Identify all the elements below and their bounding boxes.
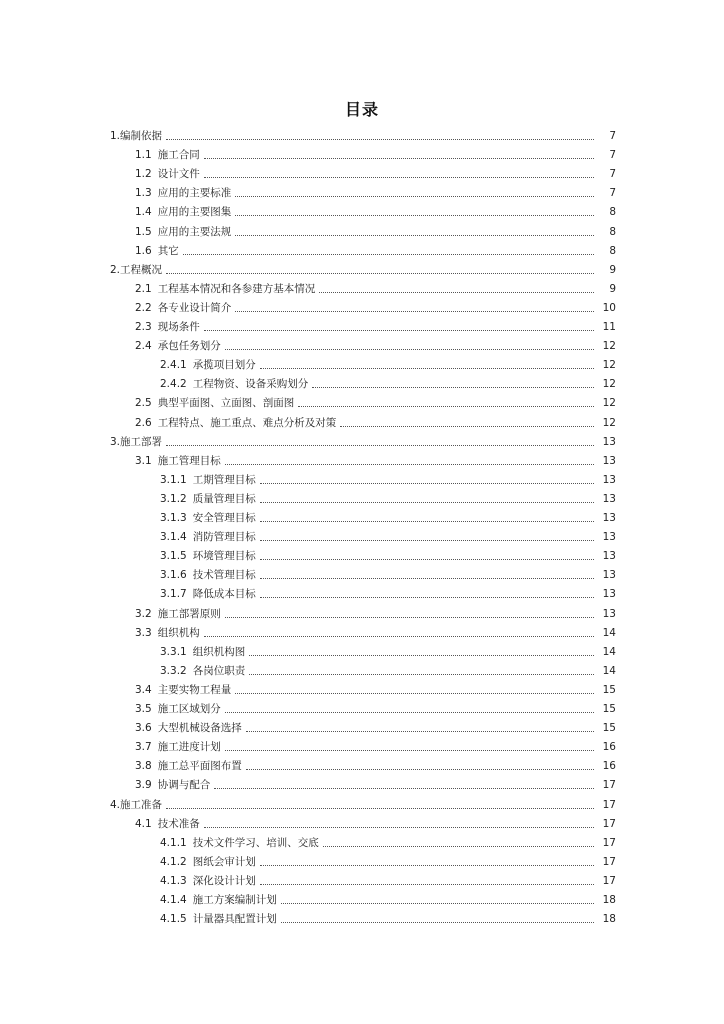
- toc-entry-number: 3.6: [135, 722, 152, 734]
- toc-entry[interactable]: [135, 242, 616, 258]
- toc-entry-title: 施工总平面图布置: [157, 760, 242, 772]
- toc-dot-leader: [204, 330, 594, 331]
- toc-entry-page: 17: [602, 875, 616, 887]
- toc-entry-title: 工期管理目标: [192, 474, 256, 486]
- toc-dot-leader: [298, 406, 594, 407]
- toc-entry-number: 3.1.1: [160, 474, 187, 486]
- toc-entry[interactable]: [160, 566, 616, 582]
- toc-entry-page: 16: [602, 760, 616, 772]
- toc-entry-title: 编制依据: [120, 130, 163, 142]
- toc-entry-number: 2.3: [135, 321, 152, 333]
- toc-dot-leader: [319, 292, 594, 293]
- toc-dot-leader: [260, 559, 594, 560]
- toc-entry-title: 设计文件: [157, 168, 200, 180]
- toc-entry-title: 施工准备: [120, 799, 163, 811]
- toc-entry-page: 11: [602, 321, 616, 333]
- toc-dot-leader: [204, 827, 594, 828]
- toc-entry-title: 技术文件学习、培训、交底: [192, 837, 319, 849]
- toc-dot-leader: [260, 597, 594, 598]
- toc-entry-number: 3.8: [135, 760, 152, 772]
- toc-entry[interactable]: [110, 261, 616, 277]
- toc-entry-page: 17: [602, 837, 616, 849]
- toc-entry-number: 4.: [110, 799, 121, 811]
- toc-entry-number: 3.: [110, 436, 121, 448]
- toc-dot-leader: [225, 349, 594, 350]
- toc-entry-page: 7: [609, 187, 616, 199]
- toc-entry[interactable]: [135, 165, 616, 181]
- toc-entry-title: 技术管理目标: [192, 569, 256, 581]
- toc-entry-number: 3.1: [135, 455, 152, 467]
- toc-entry-page: 7: [609, 130, 616, 142]
- toc-entry[interactable]: [160, 834, 616, 850]
- toc-entry-number: 2.4: [135, 340, 152, 352]
- toc-entry[interactable]: [160, 547, 616, 563]
- toc-entry-page: 8: [609, 206, 616, 218]
- toc-dot-leader: [260, 483, 594, 484]
- toc-entry-page: 12: [602, 359, 616, 371]
- toc-entry[interactable]: [160, 356, 616, 372]
- toc-entry-title: 协调与配合: [157, 779, 211, 791]
- toc-entry-number: 4.1.4: [160, 894, 187, 906]
- toc-entry-number: 1.: [110, 130, 121, 142]
- toc-dot-leader: [235, 215, 594, 216]
- toc-entry[interactable]: [135, 414, 616, 430]
- toc-entry-number: 3.3.2: [160, 665, 187, 677]
- toc-entry[interactable]: [135, 318, 616, 334]
- toc-entry-title: 应用的主要法规: [157, 226, 232, 238]
- toc-entry-title: 典型平面图、立面图、剖面图: [157, 397, 295, 409]
- toc-entry-page: 12: [602, 378, 616, 390]
- toc-entry-page: 16: [602, 741, 616, 753]
- toc-entry-title: 现场条件: [157, 321, 200, 333]
- toc-dot-leader: [260, 368, 594, 369]
- toc-dot-leader: [260, 578, 594, 579]
- toc-dot-leader: [225, 617, 594, 618]
- toc-entry-title: 施工管理目标: [157, 455, 221, 467]
- toc-entry-page: 17: [602, 799, 616, 811]
- toc-entry-number: 3.1.6: [160, 569, 187, 581]
- toc-entry[interactable]: [135, 738, 616, 754]
- toc-entry[interactable]: [135, 452, 616, 468]
- toc-entry-title: 工程特点、施工重点、难点分析及对策: [157, 417, 337, 429]
- toc-entry-number: 1.3: [135, 187, 152, 199]
- toc-dot-leader: [340, 426, 594, 427]
- toc-entry-page: 8: [609, 226, 616, 238]
- toc-entry[interactable]: [110, 796, 616, 812]
- toc-dot-leader: [235, 235, 594, 236]
- toc-entry-page: 8: [609, 245, 616, 257]
- toc-entry[interactable]: [135, 624, 616, 640]
- toc-entry[interactable]: [160, 662, 616, 678]
- toc-entry-title: 深化设计计划: [192, 875, 256, 887]
- toc-entry-title: 组织机构: [157, 627, 200, 639]
- toc-entry-title: 各专业设计简介: [157, 302, 232, 314]
- toc-entry[interactable]: [160, 643, 616, 659]
- toc-entry-page: 13: [602, 550, 616, 562]
- toc-entry-page: 15: [602, 722, 616, 734]
- toc-entry-page: 15: [602, 684, 616, 696]
- toc-dot-leader: [249, 655, 594, 656]
- toc-entry-number: 1.4: [135, 206, 152, 218]
- toc-dot-leader: [281, 922, 594, 923]
- toc-entry-page: 12: [602, 340, 616, 352]
- toc-entry-number: 3.9: [135, 779, 152, 791]
- toc-entry[interactable]: [135, 146, 616, 162]
- toc-entry-number: 2.4.1: [160, 359, 187, 371]
- toc-entry-title: 大型机械设备选择: [157, 722, 242, 734]
- toc-entry-page: 13: [602, 588, 616, 600]
- toc-dot-leader: [166, 139, 594, 140]
- toc-dot-leader: [246, 731, 594, 732]
- toc-entry-number: 2.2: [135, 302, 152, 314]
- toc-entry[interactable]: [135, 681, 616, 697]
- toc-dot-leader: [166, 445, 594, 446]
- toc-dot-leader: [260, 540, 594, 541]
- toc-entry-number: 3.7: [135, 741, 152, 753]
- toc-entry[interactable]: [135, 223, 616, 239]
- toc-dot-leader: [204, 636, 594, 637]
- toc-entry-title: 施工部署: [120, 436, 163, 448]
- toc-entry-title: 降低成本目标: [192, 588, 256, 600]
- toc-entry[interactable]: [160, 872, 616, 888]
- toc-entry-page: 14: [602, 627, 616, 639]
- toc-entry-title: 消防管理目标: [192, 531, 256, 543]
- toc-dot-leader: [260, 521, 594, 522]
- toc-entry-number: 1.5: [135, 226, 152, 238]
- toc-entry-title: 承揽项目划分: [192, 359, 256, 371]
- toc-entry-page: 9: [609, 283, 616, 295]
- toc-entry-number: 2.5: [135, 397, 152, 409]
- toc-entry-number: 2.6: [135, 417, 152, 429]
- toc-entry-title: 计量器具配置计划: [192, 913, 277, 925]
- toc-entry[interactable]: [135, 203, 616, 219]
- toc-entry-page: 14: [602, 646, 616, 658]
- toc-entry-page: 7: [609, 149, 616, 161]
- toc-entry-number: 3.4: [135, 684, 152, 696]
- toc-entry-number: 3.3.1: [160, 646, 187, 658]
- toc-dot-leader: [281, 903, 594, 904]
- toc-entry-page: 13: [602, 493, 616, 505]
- toc-entry[interactable]: [160, 853, 616, 869]
- toc-dot-leader: [235, 693, 594, 694]
- toc-entry-page: 18: [602, 913, 616, 925]
- toc-dot-leader: [225, 750, 594, 751]
- toc-entry-title: 工程基本情况和各参建方基本情况: [157, 283, 316, 295]
- toc-entry[interactable]: [160, 910, 616, 926]
- toc-dot-leader: [246, 769, 594, 770]
- toc-entry[interactable]: [135, 299, 616, 315]
- toc-entry-title: 图纸会审计划: [192, 856, 256, 868]
- toc-dot-leader: [225, 464, 594, 465]
- toc-entry[interactable]: [135, 815, 616, 831]
- toc-entry-title: 施工进度计划: [157, 741, 221, 753]
- toc-entry[interactable]: [135, 394, 616, 410]
- toc-entry-page: 14: [602, 665, 616, 677]
- toc-entry-number: 4.1.1: [160, 837, 187, 849]
- toc-entry-number: 3.1.2: [160, 493, 187, 505]
- toc-entry-page: 17: [602, 818, 616, 830]
- toc-entry-page: 9: [609, 264, 616, 276]
- toc-entry[interactable]: [135, 757, 616, 773]
- toc-entry[interactable]: [135, 280, 616, 296]
- toc-entry-number: 4.1.5: [160, 913, 187, 925]
- toc-entry-page: 13: [602, 569, 616, 581]
- page-title: 目录: [344, 100, 379, 119]
- toc-entry[interactable]: [160, 375, 616, 391]
- toc-dot-leader: [166, 808, 594, 809]
- toc-entry-page: 17: [602, 779, 616, 791]
- toc-entry[interactable]: [160, 585, 616, 601]
- toc-entry[interactable]: [160, 528, 616, 544]
- toc-entry-page: 13: [602, 512, 616, 524]
- toc-entry-number: 3.5: [135, 703, 152, 715]
- toc-entry[interactable]: [160, 490, 616, 506]
- toc-dot-leader: [323, 846, 594, 847]
- toc-entry-number: 1.6: [135, 245, 152, 257]
- toc-dot-leader: [225, 712, 594, 713]
- toc-entry-page: 13: [602, 608, 616, 620]
- toc-entry-number: 4.1: [135, 818, 152, 830]
- toc-entry[interactable]: [160, 891, 616, 907]
- toc-entry-page: 12: [602, 417, 616, 429]
- toc-entry[interactable]: [135, 337, 616, 353]
- toc-entry-page: 7: [609, 168, 616, 180]
- toc-entry-page: 15: [602, 703, 616, 715]
- toc-entry-title: 应用的主要图集: [157, 206, 232, 218]
- toc-entry[interactable]: [135, 700, 616, 716]
- toc-entry[interactable]: [110, 433, 616, 449]
- toc-entry-title: 工程概况: [120, 264, 163, 276]
- toc-entry-page: 13: [602, 436, 616, 448]
- toc-entry-title: 质量管理目标: [192, 493, 256, 505]
- toc-entry-title: 施工部署原则: [157, 608, 221, 620]
- toc-entry[interactable]: [135, 605, 616, 621]
- toc-entry-page: 18: [602, 894, 616, 906]
- toc-entry[interactable]: [110, 127, 616, 143]
- toc-dot-leader: [235, 196, 594, 197]
- toc-entry[interactable]: [135, 776, 616, 792]
- toc-entry-number: 3.1.5: [160, 550, 187, 562]
- toc-entry-title: 施工方案编制计划: [192, 894, 277, 906]
- toc-entry-number: 4.1.3: [160, 875, 187, 887]
- toc-entry-number: 3.1.7: [160, 588, 187, 600]
- toc-dot-leader: [260, 865, 594, 866]
- toc-dot-leader: [235, 311, 594, 312]
- toc-entry-title: 其它: [157, 245, 179, 257]
- toc-entry-number: 2.4.2: [160, 378, 187, 390]
- toc-dot-leader: [214, 788, 594, 789]
- toc-dot-leader: [204, 158, 594, 159]
- toc-entry-page: 13: [602, 455, 616, 467]
- toc-dot-leader: [183, 254, 594, 255]
- toc-dot-leader: [166, 273, 594, 274]
- toc-dot-leader: [260, 884, 594, 885]
- toc-entry-number: 2.1: [135, 283, 152, 295]
- toc-dot-leader: [204, 177, 594, 178]
- toc-entry-title: 施工区域划分: [157, 703, 221, 715]
- toc-entry-title: 主要实物工程量: [157, 684, 232, 696]
- toc-entry[interactable]: [135, 719, 616, 735]
- toc-dot-leader: [312, 387, 594, 388]
- toc-entry-page: 13: [602, 474, 616, 486]
- toc-entry-title: 安全管理目标: [192, 512, 256, 524]
- toc-entry[interactable]: [135, 184, 616, 200]
- toc-entry-number: 3.2: [135, 608, 152, 620]
- toc-entry-number: 3.1.4: [160, 531, 187, 543]
- toc-entry[interactable]: [160, 471, 616, 487]
- toc-entry-number: 1.2: [135, 168, 152, 180]
- toc-entry[interactable]: [160, 509, 616, 525]
- toc-entry-number: 4.1.2: [160, 856, 187, 868]
- toc-entry-page: 12: [602, 397, 616, 409]
- toc-entry-title: 技术准备: [157, 818, 200, 830]
- toc-entry-number: 2.: [110, 264, 121, 276]
- toc-entry-page: 10: [602, 302, 616, 314]
- toc-entry-title: 承包任务划分: [157, 340, 221, 352]
- toc-entry-number: 3.3: [135, 627, 152, 639]
- toc-dot-leader: [260, 502, 594, 503]
- toc-entry-page: 13: [602, 531, 616, 543]
- toc-dot-leader: [249, 674, 594, 675]
- toc-entry-number: 3.1.3: [160, 512, 187, 524]
- toc-entry-number: 1.1: [135, 149, 152, 161]
- toc-entry-title: 应用的主要标准: [157, 187, 232, 199]
- toc-entry-title: 环境管理目标: [192, 550, 256, 562]
- toc-entry-title: 工程物资、设备采购划分: [192, 378, 309, 390]
- toc-entry-title: 施工合同: [157, 149, 200, 161]
- toc-entry-title: 各岗位职责: [192, 665, 246, 677]
- toc-entry-title: 组织机构图: [192, 646, 246, 658]
- toc-entry-page: 17: [602, 856, 616, 868]
